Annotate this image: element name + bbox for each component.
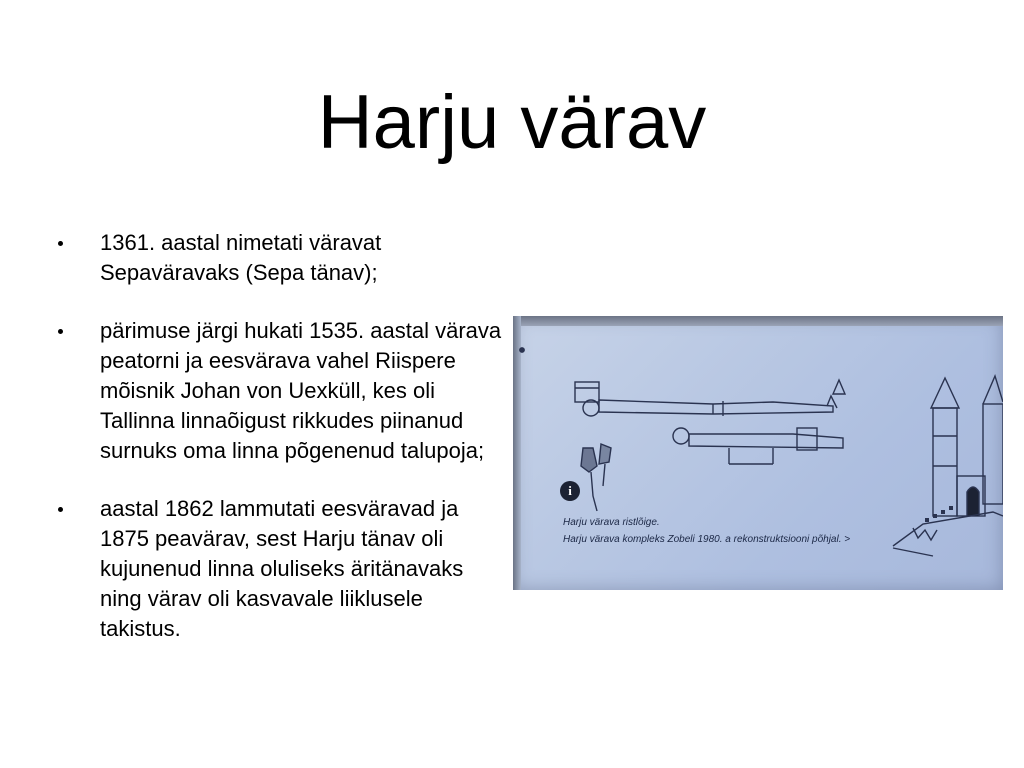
bullet-item [52,316,502,466]
bullet-text: 1361. aastal nimetati väravat Sepaväravaks (Sepa tänav); [100,230,382,285]
bullet-list [52,228,502,644]
slide-title: Harju värav [317,80,707,165]
bullet-dot-icon [58,241,63,246]
bullet-text: pärimuse järgi hukati 1535. aastal värava peatorni ja eesvärava vahel Riispere mõisnik Johan von Uexküll, kes oli Tallinna linnaõigust rikkudes piinanud surnuks oma linna põgenenud talupoja; [100,318,502,463]
bullet-item [52,228,502,288]
photo-caption-line2: Harju värava kompleks Zobeli 1980. a rekonstruktsiooni põhjal. > [563,534,851,545]
bullet-text: aastal 1862 lammutati eesväravad ja 1875 peavärav, sest Harju tänav oli kujunenud linna oluliseks äritänavaks ning värav oli kasvavale liiklusele takistus. [100,496,464,641]
bullet-dot-icon [58,329,63,334]
bullet-dot-icon [58,507,63,512]
gate-cross-section-drawing [513,316,1003,590]
photo-caption-line1: Harju värava ristlõige. [563,517,660,528]
gate-diagram-photo [513,316,1003,590]
bullet-item [52,494,502,644]
info-icon: i [560,481,580,501]
